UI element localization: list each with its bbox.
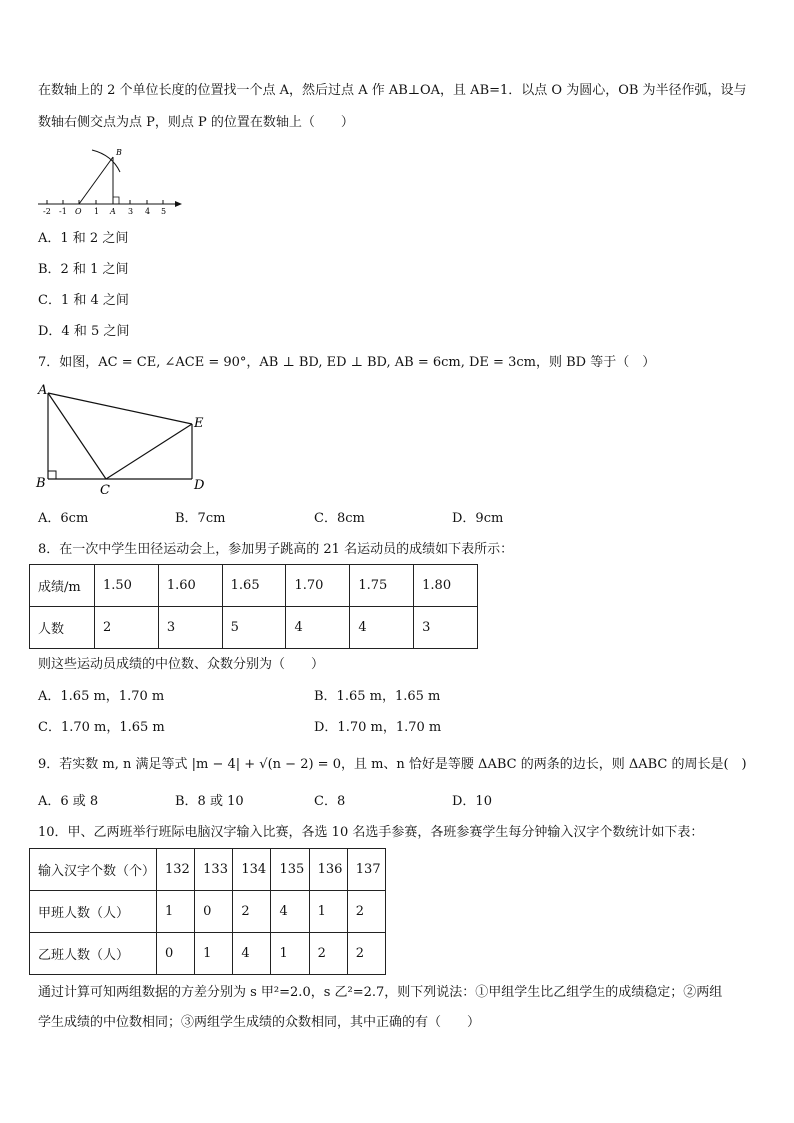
q8-option-a[interactable]: A．1.65 m，1.70 m — [38, 689, 165, 704]
tick-label: A — [110, 207, 116, 216]
table-cell: 1 — [271, 933, 309, 975]
q9-option-a[interactable]: A．6 或 8 — [38, 794, 99, 809]
q6-option-c[interactable]: C．1 和 4 之间 — [38, 293, 129, 308]
table-cell: 3 — [414, 607, 478, 649]
table-cell: 4 — [233, 933, 271, 975]
q10-stem: 10．甲、乙两班举行班际电脑汉字输入比赛，各选 10 名选手参赛，各班参赛学生每分钟输入汉字个数统计如下表： — [38, 825, 704, 840]
tick-label: 1 — [94, 207, 100, 216]
q8-option-b[interactable]: B．1.65 m，1.65 m — [314, 689, 441, 704]
table-cell: 1.70 — [286, 565, 350, 607]
table-cell: 133 — [195, 849, 233, 891]
table-cell: 2 — [309, 933, 347, 975]
table-cell: 4 — [271, 891, 309, 933]
q6-option-d[interactable]: D．4 和 5 之间 — [38, 324, 130, 339]
vertex-label-c: C — [100, 483, 110, 498]
table-cell: 1 — [157, 891, 195, 933]
table-cell: 乙班人数（人） — [30, 933, 157, 975]
q7-option-b[interactable]: B．7cm — [175, 511, 226, 526]
table-row — [30, 565, 478, 607]
q9-option-d[interactable]: D．10 — [452, 794, 492, 809]
tick-label: 3 — [128, 207, 134, 216]
table-cell: 137 — [347, 849, 385, 891]
table-cell: 5 — [222, 607, 286, 649]
table-cell: 135 — [271, 849, 309, 891]
table-cell: 3 — [158, 607, 222, 649]
table-cell: 成绩/m — [30, 565, 95, 607]
tick-label: -2 — [43, 207, 51, 216]
q6-option-a[interactable]: A．1 和 2 之间 — [38, 231, 129, 246]
tick-label: 5 — [161, 207, 167, 216]
q10-statement-line2: 学生成绩的中位数相同；③两组学生成绩的众数相同，其中正确的有（ ） — [38, 1015, 481, 1030]
tick-label: 4 — [145, 207, 151, 216]
table-cell: 132 — [157, 849, 195, 891]
q9-stem: 9．若实数 m, n 满足等式 |m − 4| + √(n − 2) = 0，且 m、n 恰好是等腰 ΔABC 的两条的边长，则 ΔABC 的周长是( ) — [38, 757, 747, 772]
q10-typing-table — [29, 848, 386, 975]
table-cell: 0 — [195, 891, 233, 933]
table-cell: 人数 — [30, 607, 95, 649]
table-cell: 1 — [309, 891, 347, 933]
q7-option-d[interactable]: D．9cm — [452, 511, 504, 526]
table-cell: 4 — [350, 607, 414, 649]
vertex-label-e: E — [194, 416, 204, 431]
table-cell: 2 — [95, 607, 159, 649]
tick-label: O — [75, 207, 82, 216]
table-cell: 134 — [233, 849, 271, 891]
table-row — [30, 849, 386, 891]
table-cell: 0 — [157, 933, 195, 975]
q10-statement-line1: 通过计算可知两组数据的方差分别为 s 甲²=2.0，s 乙²=2.7，则下列说法：①甲组学生比乙组学生的成绩稳定；②两组 — [38, 985, 723, 1000]
table-cell: 甲班人数（人） — [30, 891, 157, 933]
q8-score-table — [29, 564, 478, 649]
q7-option-c[interactable]: C．8cm — [314, 511, 365, 526]
table-cell: 4 — [286, 607, 350, 649]
tick-label: -1 — [59, 207, 67, 216]
q8-option-d[interactable]: D．1.70 m，1.70 m — [314, 720, 442, 735]
table-row — [30, 933, 386, 975]
table-cell: 1.60 — [158, 565, 222, 607]
q6-stem-line1: 在数轴上的 2 个单位长度的位置找一个点 A，然后过点 A 作 AB⊥OA，且 AB=1．以点 O 为圆心，OB 为半径作弧，设与 — [38, 83, 747, 98]
table-row — [30, 607, 478, 649]
q8-stem: 8．在一次中学生田径运动会上，参加男子跳高的 21 名运动员的成绩如下表所示： — [38, 542, 514, 557]
q8-option-c[interactable]: C．1.70 m，1.65 m — [38, 720, 165, 735]
vertex-label-d: D — [194, 478, 205, 493]
point-label-b: B — [116, 148, 122, 157]
table-cell: 1.75 — [350, 565, 414, 607]
table-cell: 1.50 — [95, 565, 159, 607]
vertex-label-b: B — [36, 476, 46, 491]
q6-option-b[interactable]: B．2 和 1 之间 — [38, 262, 129, 277]
table-cell: 1 — [195, 933, 233, 975]
table-cell: 1.65 — [222, 565, 286, 607]
table-cell: 136 — [309, 849, 347, 891]
q7-stem: 7．如图，AC = CE, ∠ACE = 90°，AB ⊥ BD, ED ⊥ BD, AB = 6cm, DE = 3cm，则 BD 等于（ ） — [38, 355, 656, 370]
table-cell: 2 — [233, 891, 271, 933]
table-cell: 2 — [347, 891, 385, 933]
vertex-label-a: A — [38, 383, 48, 398]
q6-stem-line2: 数轴右侧交点为点 P，则点 P 的位置在数轴上（ ） — [38, 115, 354, 130]
q7-option-a[interactable]: A．6cm — [38, 511, 89, 526]
q8-question: 则这些运动员成绩的中位数、众数分别为（ ） — [38, 657, 325, 672]
table-row — [30, 891, 386, 933]
table-cell: 2 — [347, 933, 385, 975]
q9-option-b[interactable]: B．8 或 10 — [175, 794, 244, 809]
table-cell: 输入汉字个数（个） — [30, 849, 157, 891]
q9-option-c[interactable]: C．8 — [314, 794, 346, 809]
table-cell: 1.80 — [414, 565, 478, 607]
